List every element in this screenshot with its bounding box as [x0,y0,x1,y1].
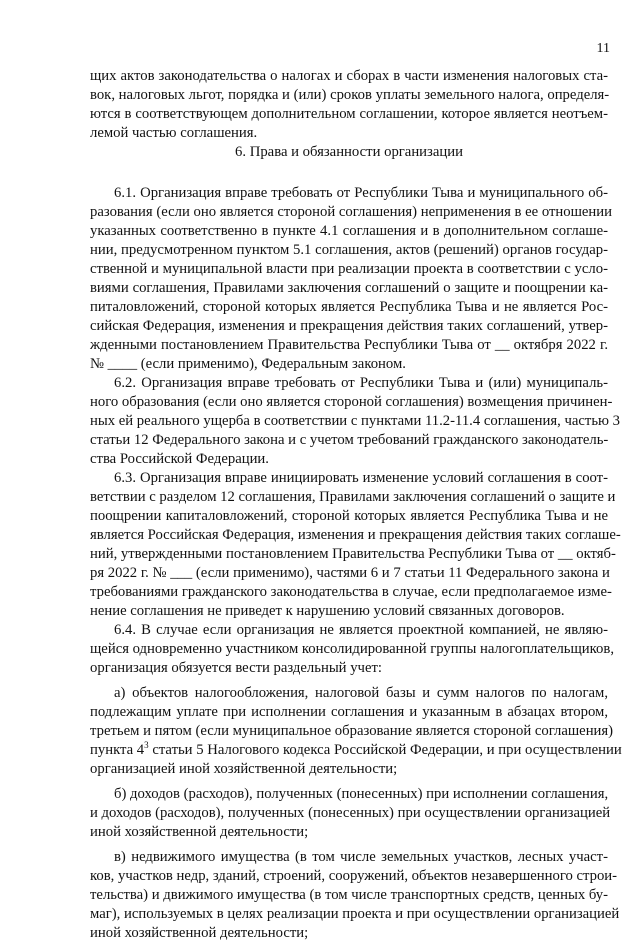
text-line: ветствии с разделом 12 соглашения, Правилами заключения соглашений о защите и [90,489,616,505]
text-line: организация обязуется вести раздельный учет: [90,660,382,676]
text-line: требованиями гражданского законодательства в случае, если предполагаемое изме- [90,584,612,600]
text-line: нии, предусмотренном пунктом 5.1 соглашения, актов (решений) органов государ- [90,242,608,258]
text-line: щих актов законодательства о налогах и сборах в части изменения налоговых ста- [90,68,608,84]
text-line: является Российская Федерация, изменения и прекращения действия таких соглаше- [90,527,621,543]
paragraph-6-2 [90,374,621,469]
text-line: ков, участков недр, зданий, строений, сооружений, объектов незавершенного строи- [90,868,618,884]
text-line: лемой частью соглашения. [90,125,258,141]
paragraph-6-3 [90,469,621,621]
text-line: ря 2022 г. № ___ (если применимо), частями 6 и 7 статьи 11 Федерального закона и [90,565,610,581]
paragraph-6-4 [90,621,614,678]
text-line: а) объектов налогообложения, налоговой базы и сумм налогов по налогам, [114,685,608,701]
text-line: виями соглашения, Правилами заключения соглашений о защите и поощрении ка- [90,280,608,296]
text-fragment: пункта 4 [90,742,145,758]
text-line: ных ей реального ущерба в соответствии с пунктами 11.2-11.4 соглашения, частью 3 [90,413,621,429]
text-line: и доходов (расходов), полученных (понесенных) при осуществлении организацией [90,805,611,821]
text-line: 6.4. В случае если организация не является проектной компанией, не являю- [114,622,608,638]
page-number: 11 [596,41,610,56]
text-line: ства Российской Федерации. [90,451,269,467]
text-fragment: статьи 5 Налогового кодекса Российской Федерации, и при осуществлении [148,742,622,758]
text-line: ного образования (если оно является стороной соглашения) возмещения причинен- [90,394,613,410]
paragraph-b [90,785,611,842]
text-line: подлежащим уплате при исполнении соглашения и указанным в абзацах втором, [90,704,608,720]
text-line: № ____ (если применимо), Федеральным законом. [90,356,406,372]
text-line: в) недвижимого имущества (в том числе земельных участков, лесных участ- [114,849,608,865]
text-line: разования (если оно является стороной соглашения) неприменения в ее отношении [90,204,613,220]
text-line: иной хозяйственной деятельности; [90,824,309,840]
text-line [90,740,622,760]
text-line: жденными постановлением Правительства Республики Тыва от __ октября 2022 г. [90,337,608,353]
paragraph-intro [90,67,608,143]
text-line: статьи 12 Федерального закона и с учетом требований гражданского законодатель- [90,432,609,448]
text-line: питаловложений, стороной которых является Республика Тыва и не является Рос- [90,299,608,315]
text-line: поощрении капиталовложений, стороной которых является Республика Тыва и не [90,508,608,524]
text-line: 6.1. Организация вправе требовать от Республики Тыва и муниципального об- [114,185,608,201]
text-line: маг), используемых в целях реализации проекта и при осуществлении организацией [90,906,620,922]
text-line: 6.3. Организация вправе инициировать изменение условий соглашения в соот- [114,470,608,486]
text-line: иной хозяйственной деятельности; [90,925,309,941]
text-line: щейся одновременно участником консолидированной группы налогоплательщиков, [90,641,614,657]
text-line: ний, утвержденными постановлением Правительства Республики Тыва от __ октяб- [90,546,616,562]
text-line: ются в соответствующем дополнительном соглашении, которое является неотъем- [90,106,608,122]
text-line: вок, налоговых льгот, порядка и (или) сроков уплаты земельного налога, определя- [90,87,610,103]
text-line: указанных соответственно в пункте 4.1 соглашения и в дополнительном соглаше- [90,223,608,239]
spacer [90,162,608,184]
text-line: ственной и муниципальной власти при реализации проекта в соответствии с усло- [90,261,608,277]
superscript: 3 [144,740,149,751]
text-line: тельства) и движимого имущества (в том числе транспортных средств, ценных бу- [90,887,608,903]
text-line: 6.2. Организация вправе требовать от Республики Тыва и (или) муниципаль- [114,375,608,391]
text-line: третьем и пятом (если муниципальное образование является стороной соглашения) [90,723,614,739]
text-line: б) доходов (расходов), полученных (понесенных) при исполнении соглашения, [114,786,609,802]
text-line: сийская Федерация, изменения и прекращения действия таких соглашений, утвер- [90,318,608,334]
text-line: нение соглашения не приведет к нарушению условий связанных договоров. [90,603,565,619]
paragraph-v [90,848,620,943]
paragraph-6-1 [90,184,613,374]
text-line: организацией иной хозяйственной деятельности; [90,761,398,777]
document-body [90,67,622,943]
section-heading: 6. Права и обязанности организации [235,144,463,160]
paragraph-a [90,684,622,779]
